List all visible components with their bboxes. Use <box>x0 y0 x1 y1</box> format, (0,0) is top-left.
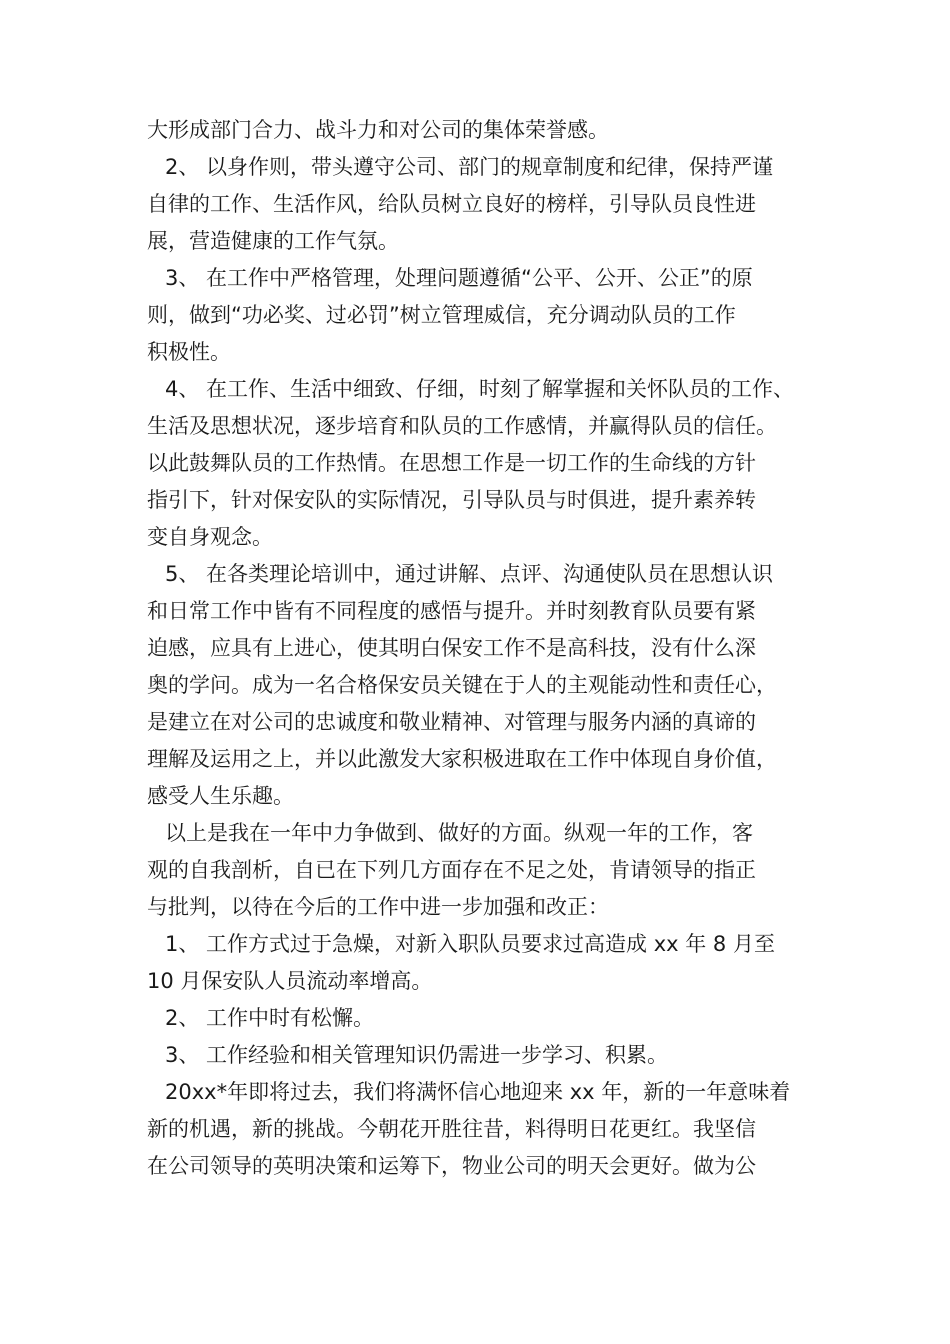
text-line: 指引下，针对保安队的实际情况，引导队员与时俱进，提升素养转 <box>147 488 756 512</box>
text-line: 生活及思想状况，逐步培育和队员的工作感情，并赢得队员的信任。 <box>147 414 777 438</box>
text-line: 以上是我在一年中力争做到、做好的方面。纵观一年的工作，客 <box>165 821 753 845</box>
text-line: 2、 以身作则，带头遵守公司、部门的规章制度和纪律，保持严谨 <box>165 155 774 179</box>
text-line: 4、 在工作、生活中细致、仔细，时刻了解掌握和关怀队员的工作、 <box>165 377 795 401</box>
text-line: 积极性。 <box>147 340 231 364</box>
text-line: 大形成部门合力、战斗力和对公司的集体荣誉感。 <box>147 118 609 142</box>
text-line: 2、 工作中时有松懈。 <box>165 1006 375 1030</box>
text-line: 新的机遇，新的挑战。今朝花开胜往昔，料得明日花更红。我坚信 <box>147 1117 756 1141</box>
document-body <box>147 112 827 1185</box>
text-line: 观的自我剖析，自已在下列几方面存在不足之处，肯请领导的指正 <box>147 858 756 882</box>
text-line: 迫感，应具有上进心，使其明白保安工作不是高科技，没有什么深 <box>147 636 756 660</box>
text-line: 是建立在对公司的忠诚度和敬业精神、对管理与服务内涵的真谛的 <box>147 710 756 734</box>
text-line: 以此鼓舞队员的工作热情。在思想工作是一切工作的生命线的方针 <box>147 451 756 475</box>
text-line: 1、 工作方式过于急燥，对新入职队员要求过高造成 xx 年 8 月至 <box>165 932 775 956</box>
text-line: 10 月保安队人员流动率增高。 <box>147 969 433 993</box>
text-line: 则，做到“功必奖、过必罚”树立管理威信，充分调动队员的工作 <box>147 303 736 327</box>
text-line: 自律的工作、生活作风，给队员树立良好的榜样，引导队员良性进 <box>147 192 756 216</box>
text-line: 理解及运用之上，并以此激发大家积极进取在工作中体现自身价值， <box>147 747 777 771</box>
text-line: 3、 在工作中严格管理，处理问题遵循“公平、公开、公正”的原 <box>165 266 753 290</box>
text-line: 展，营造健康的工作气氛。 <box>147 229 399 253</box>
text-line: 3、 工作经验和相关管理知识仍需进一步学习、积累。 <box>165 1043 669 1067</box>
text-line: 5、 在各类理论培训中，通过讲解、点评、沟通使队员在思想认识 <box>165 562 774 586</box>
text-line: 20xx*年即将过去，我们将满怀信心地迎来 xx 年，新的一年意味着 <box>165 1080 791 1104</box>
text-line: 感受人生乐趣。 <box>147 784 294 808</box>
text-line: 与批判，以待在今后的工作中进一步加强和改正： <box>147 895 609 919</box>
text-line: 奥的学问。成为一名合格保安员关键在于人的主观能动性和责任心， <box>147 673 777 697</box>
text-line: 在公司领导的英明决策和运筹下，物业公司的明天会更好。做为公 <box>147 1154 756 1178</box>
text-line: 和日常工作中皆有不同程度的感悟与提升。并时刻教育队员要有紧 <box>147 599 756 623</box>
text-line: 变自身观念。 <box>147 525 273 549</box>
